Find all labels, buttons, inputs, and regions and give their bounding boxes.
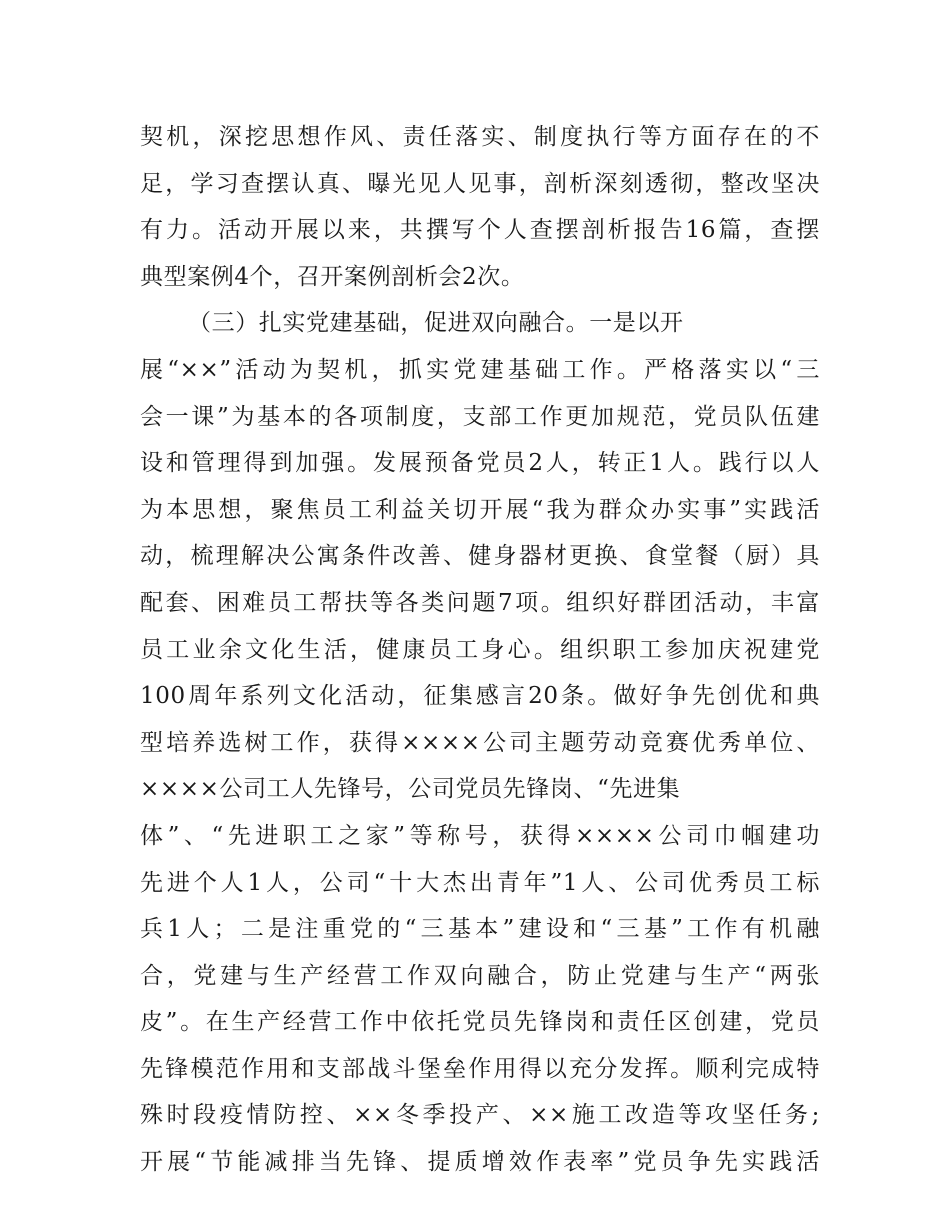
text-line: ××××公司工人先锋号，公司党员先锋岗、“先进集 [140, 776, 681, 803]
text-line: 典型案例4个，召开案例剖析会2次。 [140, 263, 525, 290]
text-line: 有力。活动开展以来，共撰写个人查摆剖析报告16篇，查摆 [140, 217, 820, 244]
text-line: 开展“节能减排当先锋、提质增效作表率”党员争先实践活 [140, 1149, 820, 1176]
text-line: （三）扎实党建基础，促进双向融合。一是以开 [188, 310, 684, 337]
text-line: 殊时段疫情防控、××冬季投产、××施工改造等攻坚任务; [140, 1102, 820, 1129]
text-line: 为本思想，聚焦员工利益关切开展“我为群众办实事”实践活 [140, 496, 820, 523]
text-line: 员工业余文化生活，健康员工身心。组织职工参加庆祝建党 [140, 636, 820, 663]
text-line: 配套、困难员工帮扶等各类问题7项。组织好群团活动，丰富 [140, 589, 820, 616]
text-line: 动，梳理解决公寓条件改善、健身器材更换、食堂餐（厨）具 [140, 543, 820, 570]
text-line: 体”、“先进职工之家”等称号，获得××××公司巾帼建功 [140, 822, 820, 849]
text-line: 契机，深挖思想作风、责任落实、制度执行等方面存在的不 [140, 124, 820, 150]
text-line: 兵1人；二是注重党的“三基本”建设和“三基”工作有机融 [140, 916, 820, 943]
body-text [140, 114, 820, 1186]
text-line: 先进个人1人，公司“十大杰出青年”1人、公司优秀员工标 [140, 869, 820, 896]
text-line: 足，学习查摆认真、曝光见人见事，剖析深刻透彻，整改坚决 [140, 170, 820, 197]
text-line: 100周年系列文化活动，征集感言20条。做好争先创优和典 [140, 683, 820, 710]
text-line: 先锋模范作用和支部战斗堡垒作用得以充分发挥。顺利完成特 [140, 1055, 820, 1082]
text-line: 会一课”为基本的各项制度，支部工作更加规范，党员队伍建 [140, 403, 820, 430]
text-line: 设和管理得到加强。发展预备党员2人，转正1人。践行以人 [140, 450, 820, 477]
text-line: 皮”。在生产经营工作中依托党员先锋岗和责任区创建，党员 [140, 1009, 820, 1036]
text-line: 合，党建与生产经营工作双向融合，防止党建与生产“两张 [140, 962, 820, 989]
text-line: 型培养选树工作，获得××××公司主题劳动竞赛优秀单位、 [140, 729, 820, 756]
text-line: 展“××”活动为契机，抓实党建基础工作。严格落实以“三 [140, 356, 820, 383]
